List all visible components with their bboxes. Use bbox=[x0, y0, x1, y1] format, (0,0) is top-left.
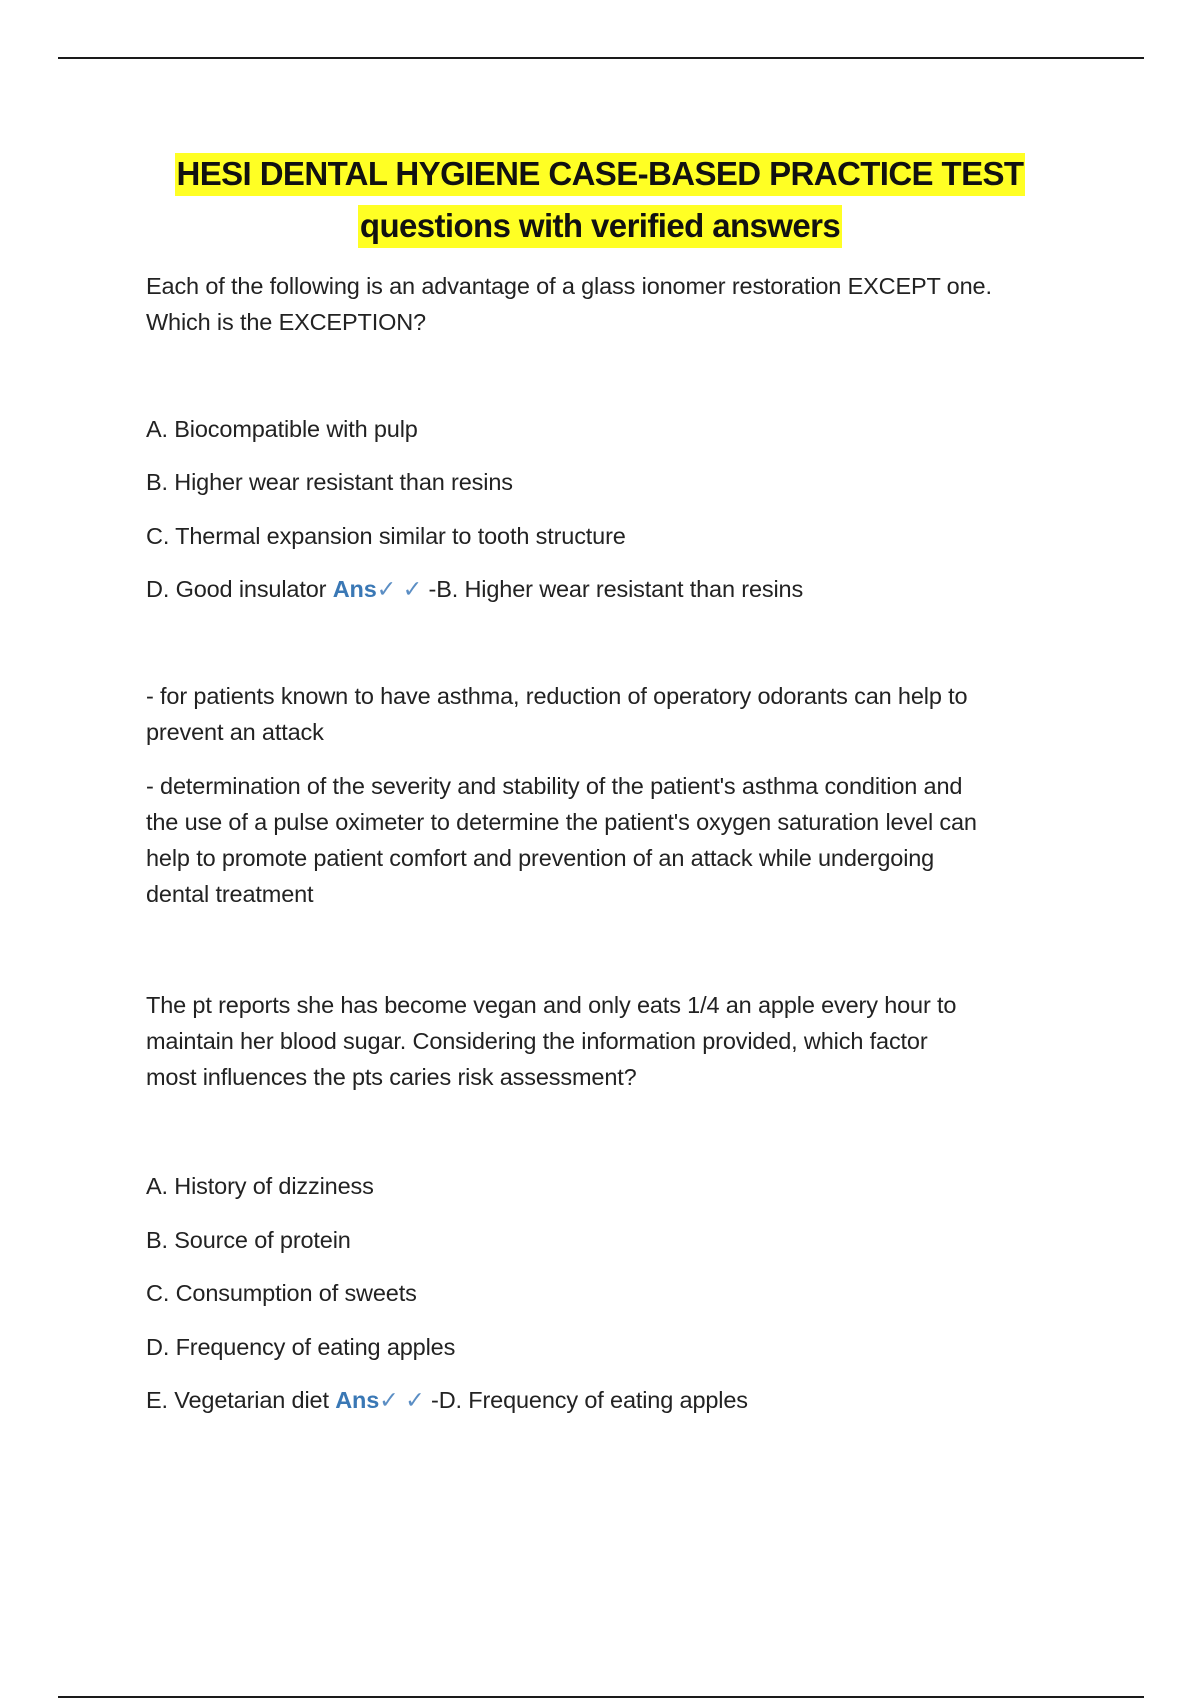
note-1-line-2: prevent an attack bbox=[146, 719, 324, 745]
question-2-option-b: B. Source of protein bbox=[146, 1227, 351, 1253]
note-1-line-1: - for patients known to have asthma, reduction of operatory odorants can help to bbox=[146, 683, 968, 709]
checkmark-icon: ✓ ✓ bbox=[376, 576, 423, 602]
question-2-answer: -D. Frequency of eating apples bbox=[431, 1387, 748, 1413]
title-line-1: HESI DENTAL HYGIENE CASE-BASED PRACTICE TEST bbox=[175, 153, 1026, 196]
note-2-line-4: dental treatment bbox=[146, 881, 314, 907]
answer-label: Ans bbox=[335, 1387, 380, 1413]
question-2-option-d: D. Frequency of eating apples bbox=[146, 1334, 456, 1360]
question-1-answer: -B. Higher wear resistant than resins bbox=[428, 576, 804, 602]
question-2-option-e-with-answer bbox=[146, 1382, 1106, 1418]
bottom-rule bbox=[58, 1696, 1144, 1698]
question-2-stem-line-2: maintain her blood sugar. Considering the information provided, which factor bbox=[146, 1028, 928, 1054]
question-1-stem bbox=[146, 268, 1106, 340]
question-2-option-a: A. History of dizziness bbox=[146, 1173, 374, 1199]
question-1-option-a: A. Biocompatible with pulp bbox=[146, 416, 418, 442]
question-1-stem-line-2: Which is the EXCEPTION? bbox=[146, 309, 426, 335]
question-2-stem-line-1: The pt reports she has become vegan and only eats 1/4 an apple every hour to bbox=[146, 992, 957, 1018]
question-1-option-d: D. Good insulator bbox=[146, 576, 327, 602]
note-2-line-3: help to promote patient comfort and prevention of an attack while undergoing bbox=[146, 845, 935, 871]
top-rule bbox=[58, 57, 1144, 59]
question-1-stem-line-1: Each of the following is an advantage of a glass ionomer restoration EXCEPT one. bbox=[146, 273, 992, 299]
question-1-option-d-with-answer bbox=[146, 571, 1106, 607]
question-2-stem-line-3: most influences the pts caries risk assessment? bbox=[146, 1064, 637, 1090]
question-2-stem bbox=[146, 987, 1106, 1095]
note-2 bbox=[146, 768, 1106, 912]
checkmark-icon: ✓ ✓ bbox=[379, 1387, 425, 1413]
question-1-option-c: C. Thermal expansion similar to tooth structure bbox=[146, 523, 626, 549]
note-1 bbox=[146, 678, 1106, 750]
document-title bbox=[60, 148, 1140, 252]
note-2-line-2: the use of a pulse oximeter to determine the patient's oxygen saturation level can bbox=[146, 809, 977, 835]
answer-label: Ans bbox=[332, 576, 377, 602]
question-2-option-e: E. Vegetarian diet bbox=[146, 1387, 329, 1413]
question-2-option-c: C. Consumption of sweets bbox=[146, 1280, 417, 1306]
title-line-2: questions with verified answers bbox=[358, 205, 842, 248]
note-2-line-1: - determination of the severity and stability of the patient's asthma condition and bbox=[146, 773, 963, 799]
question-1-option-b: B. Higher wear resistant than resins bbox=[146, 469, 513, 495]
